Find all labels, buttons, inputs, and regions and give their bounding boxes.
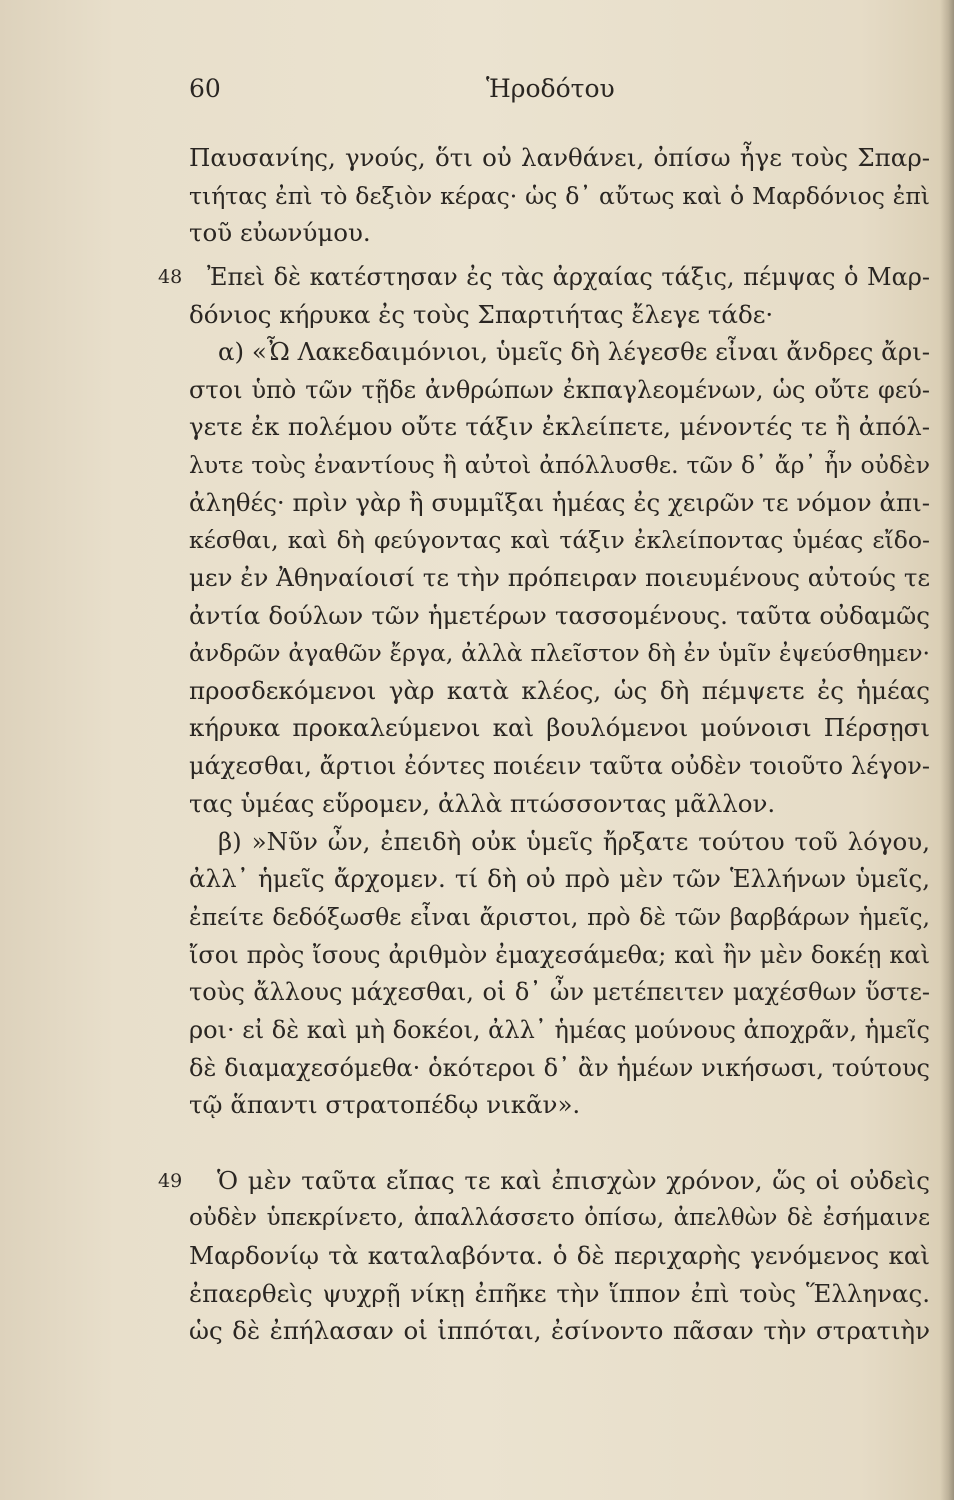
- text-line: τας ὑμέας εὕρομεν, ἀλλὰ πτώσσοντας μᾶλλον.: [189, 789, 776, 818]
- text-line: δόνιος κήρυκα ἐς τοὺς Σπαρτιήτας ἔλεγε τάδε·: [189, 300, 774, 329]
- text-line: οὐδὲν ὑπεκρίνετο, ἀπαλλάσσετο ὀπίσω, ἀπελθὼν δὲ ἐσήμαινε: [189, 1205, 930, 1231]
- text-line: ἴσοι πρὸς ἴσους ἀριθμὸν ἐμαχεσάμεθα; καὶ ἢν μὲν δοκέῃ καὶ: [189, 941, 930, 969]
- text-line: τῷ ἅπαντι στρατοπέδῳ νικᾶν».: [189, 1090, 581, 1119]
- text-line: μάχεσθαι, ἄρτιοι ἐόντες ποιέειν ταῦτα οὐδὲν τοιοῦτο λέγον-: [189, 752, 930, 780]
- text-line: ἀνδρῶν ἀγαθῶν ἔργα, ἀλλὰ πλεῖστον δὴ ἐν ὑμῖν ἐψεύσθημεν·: [189, 639, 930, 667]
- text-line: ἀντία δούλων τῶν ἡμετέρων τασσομένους. ταῦτα οὐδαμῶς: [189, 601, 930, 630]
- section-number: 48: [158, 266, 183, 288]
- text-line: ἐπείτε δεδόξωσθε εἶναι ἄριστοι, πρὸ δὲ τῶν βαρβάρων ἡμεῖς,: [189, 903, 930, 931]
- page-edge-shadow: [940, 0, 954, 1500]
- text-line: ἀληθές· πρὶν γὰρ ἢ συμμῖξαι ἡμέας ἐς χειρῶν τε νόμον ἀπι-: [189, 488, 930, 517]
- text-line: στοι ὑπὸ τῶν τῇδε ἀνθρώπων ἐκπαγλεομένων, ὡς οὔτε φεύ-: [189, 376, 930, 404]
- text-line: Ἐπεὶ δὲ κατέστησαν ἐς τὰς ἀρχαίας τάξις, πέμψας ὁ Μαρ-: [207, 263, 930, 291]
- text-line: ἐπαερθεὶς ψυχρῇ νίκῃ ἐπῆκε τὴν ἵππον ἐπὶ τοὺς Ἕλληνας.: [189, 1279, 930, 1308]
- text-line: κήρυκα προκαλεύμενοι καὶ βουλόμενοι μούνοισι Πέρσῃσι: [189, 713, 930, 742]
- text-line: Ὁ μὲν ταῦτα εἴπας τε καὶ ἐπισχὼν χρόνον, ὥς οἱ οὐδεὶς: [217, 1166, 930, 1195]
- text-line: γετε ἐκ πολέμου οὔτε τάξιν ἐκλείπετε, μένοντές τε ἢ ἀπόλ-: [189, 412, 930, 441]
- text-line: α) «Ὦ Λακεδαιμόνιοι, ὑμεῖς δὴ λέγεσθε εἶναι ἄνδρες ἄρι-: [218, 337, 930, 366]
- text-line: τοῦ εὐωνύμου.: [189, 218, 371, 247]
- text-line: δὲ διαμαχεσόμεθα· ὁκότεροι δ᾽ ἂν ἡμέων νικήσωσι, τούτους: [189, 1054, 930, 1082]
- text-line: λυτε τοὺς ἐναντίους ἢ αὐτοὶ ἀπόλλυσθε. τῶν δ᾽ ἄρ᾽ ἦν οὐδὲν: [189, 451, 930, 479]
- text-line: προσδεκόμενοι γὰρ κατὰ κλέος, ὡς δὴ πέμψετε ἐς ἡμέας: [189, 676, 930, 705]
- text-line: τιήτας ἐπὶ τὸ δεξιὸν κέρας· ὡς δ᾽ αὔτως καὶ ὁ Μαρδόνιος ἐπὶ: [189, 182, 930, 210]
- text-line: β) »Νῦν ὦν, ἐπειδὴ οὐκ ὑμεῖς ἤρξατε τούτου τοῦ λόγου,: [218, 827, 930, 856]
- page-number: 60: [189, 74, 221, 103]
- text-line: ροι· εἰ δὲ καὶ μὴ δοκέοι, ἀλλ᾽ ἡμέας μούνους ἀποχρᾶν, ἡμεῖς: [189, 1016, 930, 1044]
- section-number: 49: [158, 1170, 183, 1192]
- text-line: τοὺς ἄλλους μάχεσθαι, οἱ δ᾽ ὦν μετέπειτεν μαχέσθων ὕστε-: [189, 978, 930, 1006]
- text-line: κέσθαι, καὶ δὴ φεύγοντας καὶ τάξιν ἐκλείποντας ὑμέας εἴδο-: [189, 526, 930, 554]
- text-line: Παυσανίης, γνούς, ὅτι οὐ λανθάνει, ὀπίσω ἦγε τοὺς Σπαρ-: [189, 143, 930, 172]
- text-line: ἀλλ᾽ ἡμεῖς ἄρχομεν. τί δὴ οὐ πρὸ μὲν τῶν Ἑλλήνων ὑμεῖς,: [189, 864, 930, 893]
- text-line: μεν ἐν Ἀθηναίοισί τε τὴν πρόπειραν ποιευμένους αὐτούς τε: [189, 563, 931, 592]
- text-line: ὡς δὲ ἐπήλασαν οἱ ἱππόται, ἐσίνοντο πᾶσαν τὴν στρατιὴν: [189, 1316, 930, 1345]
- text-line: Μαρδονίῳ τὰ καταλαβόντα. ὁ δὲ περιχαρὴς γενόμενος καὶ: [189, 1241, 930, 1270]
- page-header: [0, 74, 954, 114]
- running-title: Ἡροδότου: [486, 74, 615, 103]
